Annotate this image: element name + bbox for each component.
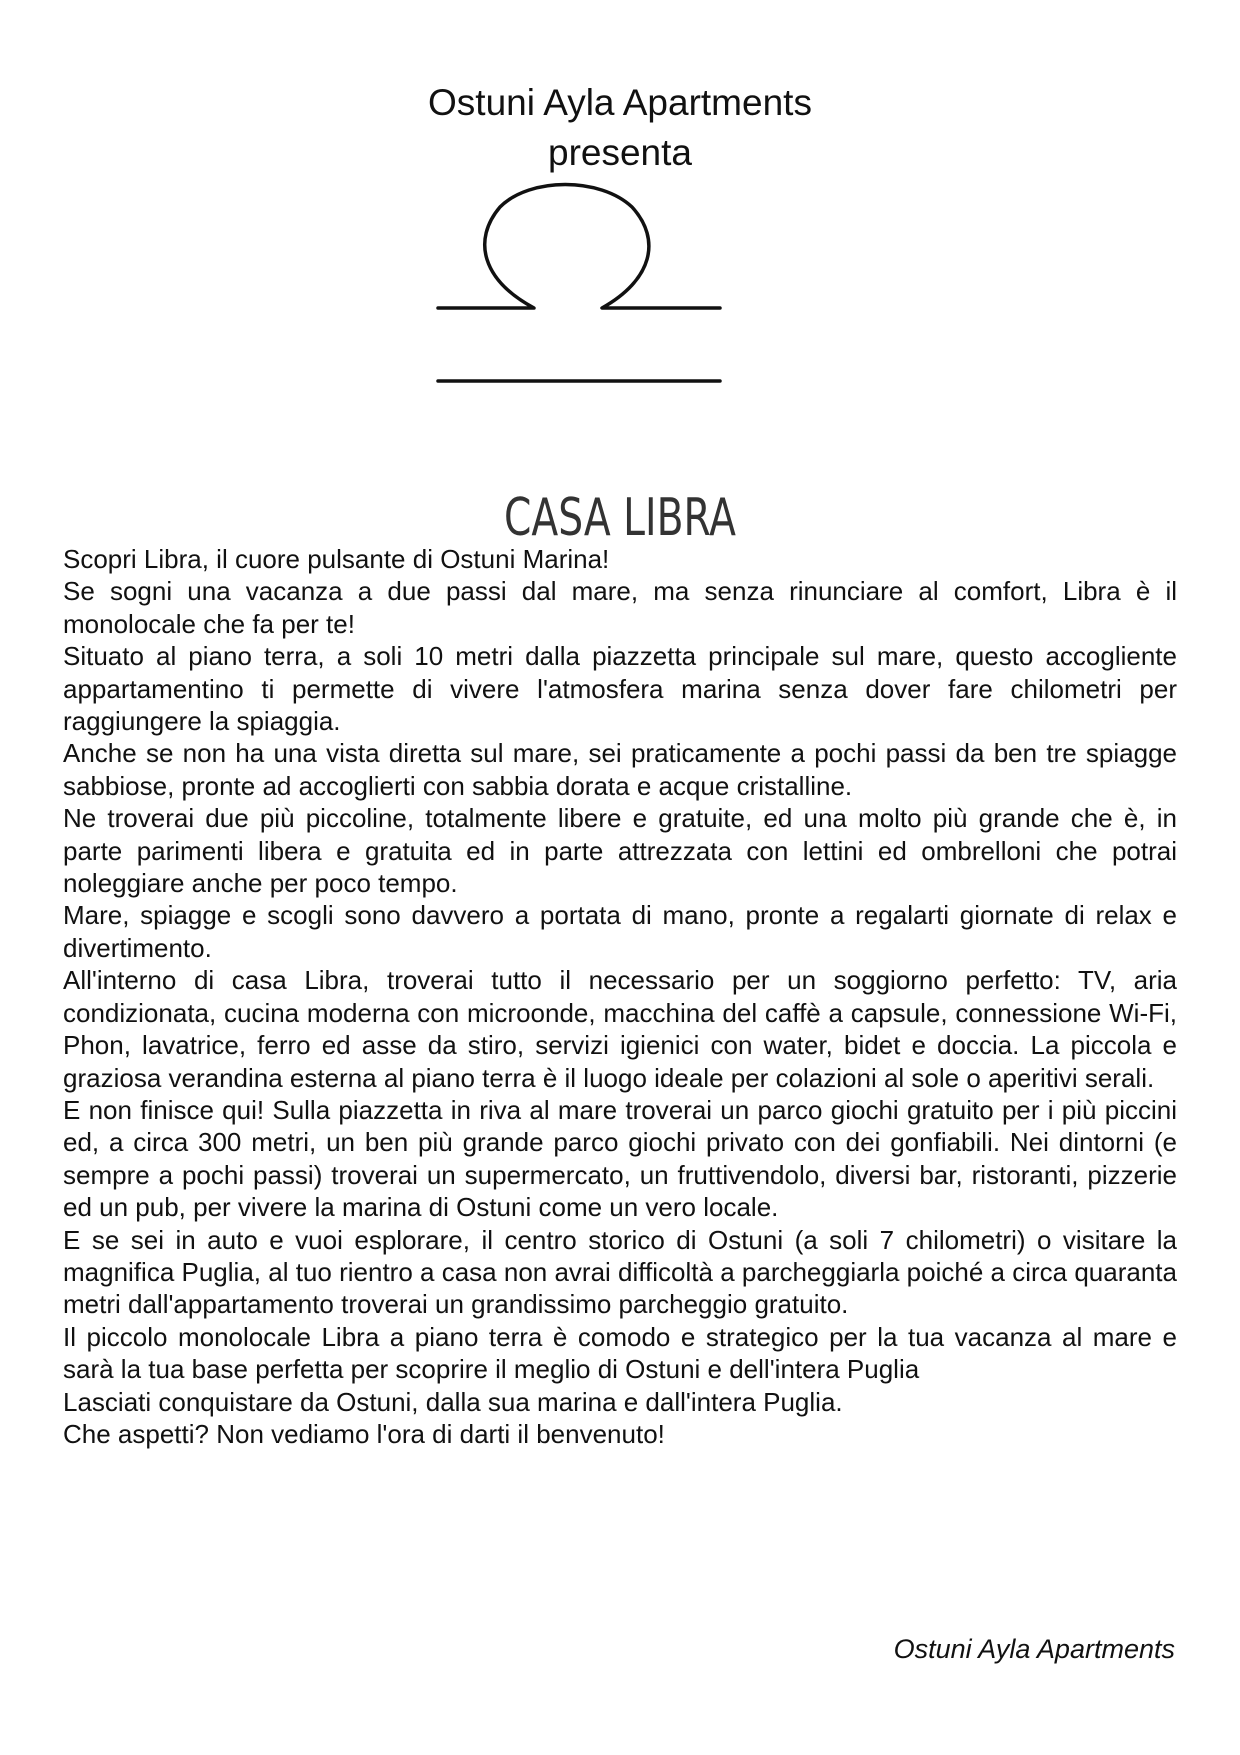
paragraph: All'interno di casa Libra, troverai tutto il necessario per un soggiorno perfetto: TV, aria condizionata, cucina moderna con microonde, macchina del caffè a capsule, connessione Wi-Fi, Phon, lavatrice, ferro ed asse da stiro, servizi igienici con water, bidet e doccia. La piccola e graziosa verandina esterna al piano terra è il luogo ideale per colazioni al sole o aperitivi serali. [63, 965, 1177, 1093]
libra-arch [438, 185, 720, 309]
paragraph: E se sei in auto e vuoi esplorare, il centro storico di Ostuni (a soli 7 chilometri) o visitare la magnifica Puglia, al tuo rientro a casa non avrai difficoltà a parcheggiarla poiché a circa quaranta metri dall'appartamento troverai un grandissimo parcheggio gratuito. [63, 1224, 1177, 1320]
document-header [0, 78, 1240, 178]
paragraph: Anche se non ha una vista diretta sul mare, sei praticamente a pochi passi da ben tre spiagge sabbiose, pronte ad accoglierti con sabbia dorata e acque cristalline. [63, 738, 1177, 801]
paragraph: Che aspetti? Non vediamo l'ora di darti il benvenuto! [63, 1418, 665, 1449]
presents-label: presenta [548, 132, 692, 173]
paragraph: Il piccolo monolocale Libra a piano terra è comodo e strategico per la tua vacanza al mare e sarà la tua base perfetta per scoprire il meglio di Ostuni e dell'intera Puglia [63, 1321, 1177, 1385]
company-name: Ostuni Ayla Apartments [428, 82, 812, 123]
property-title [0, 485, 1240, 548]
paragraph: Se sogni una vacanza a due passi dal mare, ma senza rinunciare al comfort, Libra è il monolocale che fa per te! [63, 576, 1177, 639]
paragraph: Mare, spiagge e scogli sono davvero a portata di mano, pronte a regalarti giornate di relax e divertimento. [63, 900, 1177, 963]
signature: Ostuni Ayla Apartments [893, 1634, 1175, 1664]
paragraph: Ne troverai due più piccoline, totalmente libere e gratuite, ed una molto più grande che è, in parte parimenti libera e gratuita ed in parte attrezzata con lettini ed ombrelloni che potrai noleggiare anche per poco tempo. [63, 803, 1177, 899]
description-body [63, 543, 1177, 1450]
paragraph: E non finisce qui! Sulla piazzetta in riva al mare troverai un parco giochi gratuito per i più piccini ed, a circa 300 metri, un ben più grande parco giochi privato con dei gonfiabili. Nei dintorni (e sempre a pochi passi) troverai un supermercato, un fruttivendolo, diversi bar, ristoranti, pizzerie ed un pub, per vivere la marina di Ostuni come un vero locale. [63, 1094, 1177, 1223]
libra-symbol-icon [430, 185, 810, 445]
paragraph: Scopri Libra, il cuore pulsante di Ostuni Marina! [63, 544, 610, 574]
property-title-text: CASA LIBRA [504, 488, 737, 548]
paragraph: Situato al piano terra, a soli 10 metri dalla piazzetta principale sul mare, questo accogliente appartamentino ti permette di vivere l'atmosfera marina senza dover fare chilometri per raggiungere la spiaggia. [63, 641, 1177, 737]
paragraph: Lasciati conquistare da Ostuni, dalla sua marina e dall'intera Puglia. [63, 1386, 843, 1417]
